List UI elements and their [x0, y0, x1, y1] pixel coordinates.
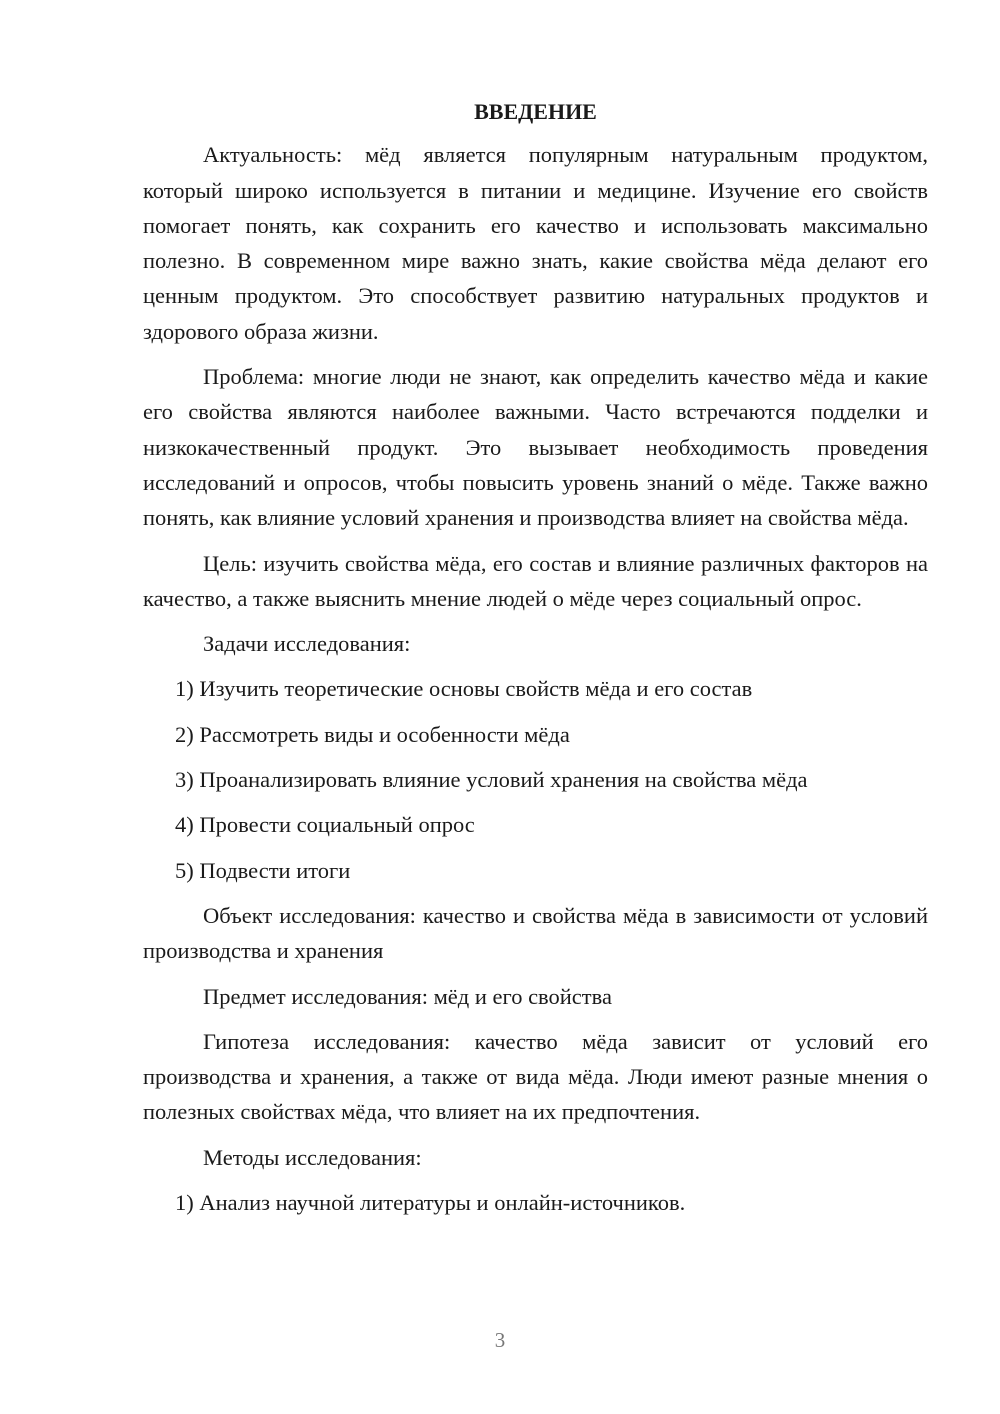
- task-item: 1) Изучить теоретические основы свойств мёда и его состав: [175, 676, 753, 702]
- method-item: 1) Анализ научной литературы и онлайн-источников.: [175, 1190, 686, 1216]
- document-page: [143, 94, 928, 1230]
- goal-paragraph: Цель: изучить свойства мёда, его состав и влияние различных факторов на качество, а также выяснить мнение людей о мёде через социальный опрос.: [143, 550, 928, 611]
- task-item: 5) Подвести итоги: [175, 857, 351, 883]
- section-title: ВВЕДЕНИЕ: [474, 99, 597, 124]
- methods-heading: Методы исследования:: [203, 1144, 422, 1170]
- task-item: 2) Рассмотреть виды и особенности мёда: [175, 721, 570, 747]
- hypothesis-paragraph: Гипотеза исследования: качество мёда зависит от условий его производства и хранения, а также от вида мёда. Люди имеют разные мнения о полезных свойствах мёда, что влияет на их предпочтения.: [143, 1028, 928, 1125]
- task-item: 4) Провести социальный опрос: [175, 812, 475, 838]
- object-paragraph: Объект исследования: качество и свойства мёда в зависимости от условий производства и хранения: [143, 902, 928, 964]
- tasks-heading: Задачи исследования:: [203, 631, 411, 657]
- problem-paragraph: Проблема: многие люди не знают, как определить качество мёда и какие его свойства являются наиболее важными. Часто встречаются подделки и низкокачественный продукт. Это вызывает необходимость проведения исследований и опросов, чтобы повысить уровень знаний о мёде. Также важно понять, как влияние условий хранения и производства влияет на свойства мёда.: [143, 364, 928, 531]
- page-number: 3: [494, 1328, 506, 1352]
- subject-paragraph: Предмет исследования: мёд и его свойства: [203, 983, 612, 1009]
- relevance-paragraph: Актуальность: мёд является популярным натуральным продуктом, который широко используется в питании и медицине. Изучение его свойств помогает понять, как сохранить его качество и использовать максимально полезно. В современном мире важно знать, какие свойства мёда делают его ценным продуктом. Это способствует развитию натуральных продуктов и здорового образа жизни.: [143, 142, 928, 344]
- task-item: 3) Проанализировать влияние условий хранения на свойства мёда: [175, 767, 808, 793]
